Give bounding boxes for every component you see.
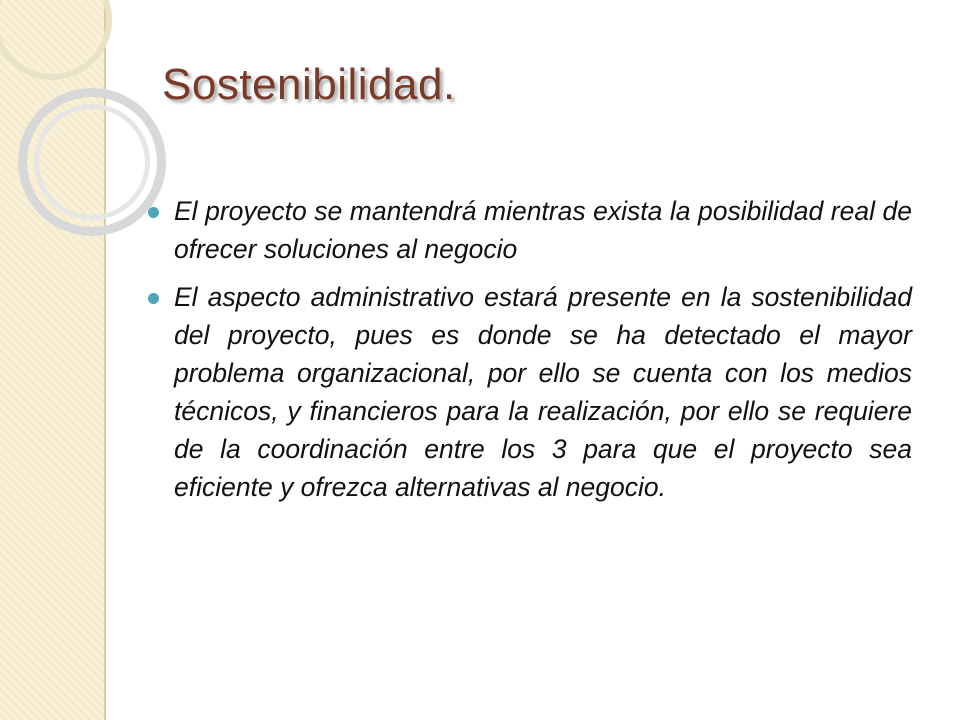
bullet-dot-icon bbox=[148, 207, 159, 218]
bullet-list bbox=[148, 192, 912, 516]
slide-title: Sostenibilidad. bbox=[162, 60, 456, 109]
bullet-item bbox=[148, 278, 912, 506]
bullet-item bbox=[148, 192, 912, 268]
bullet-dot-icon bbox=[148, 293, 159, 304]
bullet-text: El proyecto se mantendrá mientras exista la posibilidad real de ofrecer soluciones al negocio bbox=[174, 196, 912, 264]
bullet-text: El aspecto administrativo estará presente en la sostenibilidad del proyecto, pues es donde se ha detectado el mayor problema organizacional, por ello se cuenta con los medios técnicos, y financieros para la realización, por ello se requiere de la coordinación entre los 3 para que el proyecto sea eficiente y ofrezca alternativas al negocio. bbox=[174, 282, 912, 502]
decorative-circle-inner bbox=[34, 104, 150, 220]
